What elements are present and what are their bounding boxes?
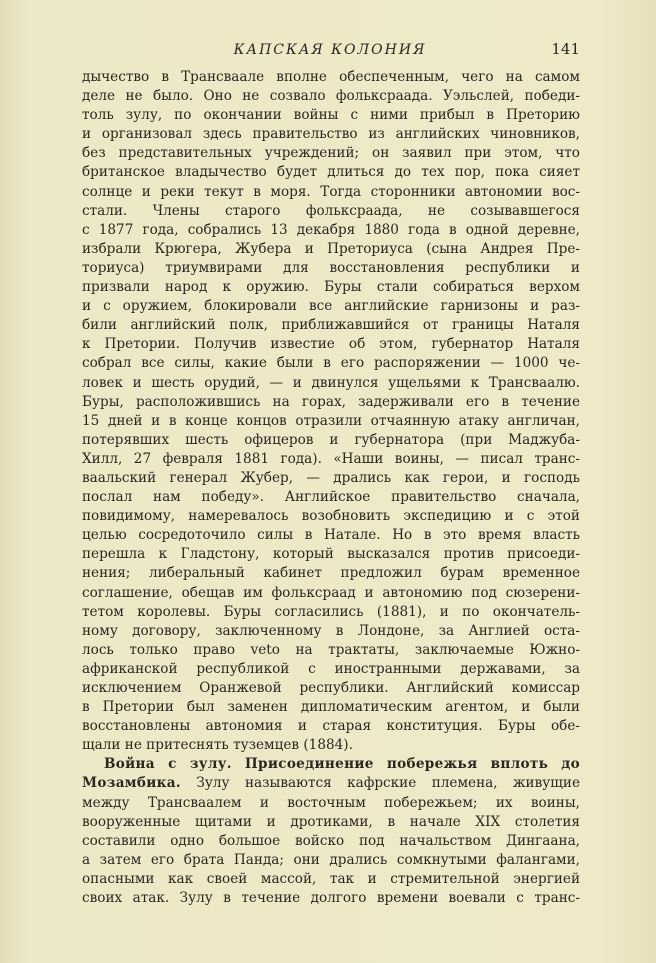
text-line: повидимому, намеревалось возобновить экспедицию и с этой (82, 508, 580, 525)
text-line: нения; либеральный кабинет предложил бурам временное (82, 565, 580, 582)
text-line: и с оружием, блокировали все английские гарнизоны и раз- (82, 298, 580, 315)
text-line: ваальский генерал Жубер, — дрались как герои, и господь (82, 469, 580, 486)
text-line: стали. Члены старого фольксраада, не созывавшегося (82, 202, 580, 219)
paragraph (82, 68, 580, 755)
text-line: Хилл, 27 февраля 1881 года). «Наши воины, — писал транс- (82, 450, 580, 467)
text-line: щали не притеснять туземцев (1884). (82, 737, 353, 754)
text-line: потерявших шесть офицеров и губернатора (при Маджуба- (82, 431, 580, 448)
text-line: соглашение, обещав им фольксраад и автономию под сюзерени- (82, 584, 580, 601)
text-line: британское владычество будет длиться до тех пор, пока сияет (82, 164, 580, 181)
text-line: солнце и реки текут в моря. Тогда сторонники автономии вос- (82, 183, 580, 200)
paragraph (82, 794, 580, 909)
text-line: с 1877 года, собрались 13 декабря 1880 года в одной деревне, (82, 221, 580, 238)
text-line: составили одно большое войско под начальством Дингаана, (82, 832, 580, 849)
text-line: собрал все силы, какие были в его распоряжении — 1000 че- (82, 355, 580, 372)
text-line: толь зулу, по окончании войны с ними прибыл в Преторию (82, 107, 580, 124)
section-heading-line (82, 755, 580, 774)
text-line: целью сосредоточило силы в Натале. Но в это время власть (82, 527, 580, 544)
section-first-line (82, 774, 580, 793)
text-line: африканской республикой с иностранными державами, за (82, 660, 580, 677)
text-line: били английский полк, приближавшийся от границы Наталя (82, 317, 580, 334)
section-first-line-rest: Зулу называются кафрские племена, живущие (196, 775, 580, 792)
text-line: между Трансваалем и восточным побережьем; их воины, (82, 794, 580, 811)
text-line: 15 дней и в конце концов отразили отчаянную атаку англичан, (82, 412, 580, 429)
section-heading-tail: Мозамбика. (82, 775, 181, 792)
text-line: дычество в Трансваале вполне обеспеченным, чего на самом (82, 69, 580, 85)
text-line: и организовал здесь правительство из английских чиновников, (82, 126, 580, 143)
text-line: ториуса) триумвирами для восстановления республики и (82, 259, 580, 276)
text-line: призвали народ к оружию. Буры стали собираться верхом (82, 279, 580, 296)
text-line: а затем его брата Панда; они дрались сомкнутыми фалангами, (82, 851, 580, 868)
section-heading: Война с зулу. Присоединение побережья вплоть до (104, 756, 580, 773)
text-line: ловек и шесть орудий, — и двинулся ущельями к Трансваалю. (82, 374, 580, 391)
text-line: Буры, расположившись на горах, задерживали его в течение (82, 393, 580, 410)
text-line: без представительных учреждений; он заявил при этом, что (82, 145, 580, 162)
text-line: избрали Крюгера, Жубера и Преториуса (сына Андрея Пре- (82, 240, 580, 257)
text-line: к Претории. Получив известие об этом, губернатор Наталя (82, 336, 580, 353)
text-line: опасными как своей массой, так и стремительной энергией (82, 870, 580, 887)
text-line: послал нам победу». Английское правительство сначала, (82, 489, 580, 506)
text-line: деле не было. Оно не созвало фольксраада. Уэльслей, победи- (82, 88, 580, 105)
text-line: ному договору, заключенному в Лондоне, за Англией оста- (82, 622, 580, 639)
running-title: КАПСКАЯ КОЛОНИЯ (233, 42, 427, 58)
text-line: тетом королевы. Буры согласились (1881), и по окончатель- (82, 603, 580, 620)
body-text (82, 68, 580, 908)
text-line: восстановлены автономия и старая конституция. Буры обе- (82, 718, 580, 735)
page-header (80, 38, 580, 62)
text-line: лось только право veto на трактаты, заключаемые Южно- (82, 641, 580, 658)
text-line: вооруженные щитами и дротиками, в начале XIX столетия (82, 813, 580, 830)
page-number: 141 (551, 40, 580, 58)
text-line: перешла к Гладстону, который высказался против присоеди- (82, 546, 580, 563)
text-line: своих атак. Зулу в течение долгого времени воевали с транс- (82, 890, 580, 907)
text-line: исключением Оранжевой республики. Английский комиссар (82, 680, 580, 696)
text-line: в Претории был заменен дипломатическим агентом, и были (82, 699, 580, 716)
